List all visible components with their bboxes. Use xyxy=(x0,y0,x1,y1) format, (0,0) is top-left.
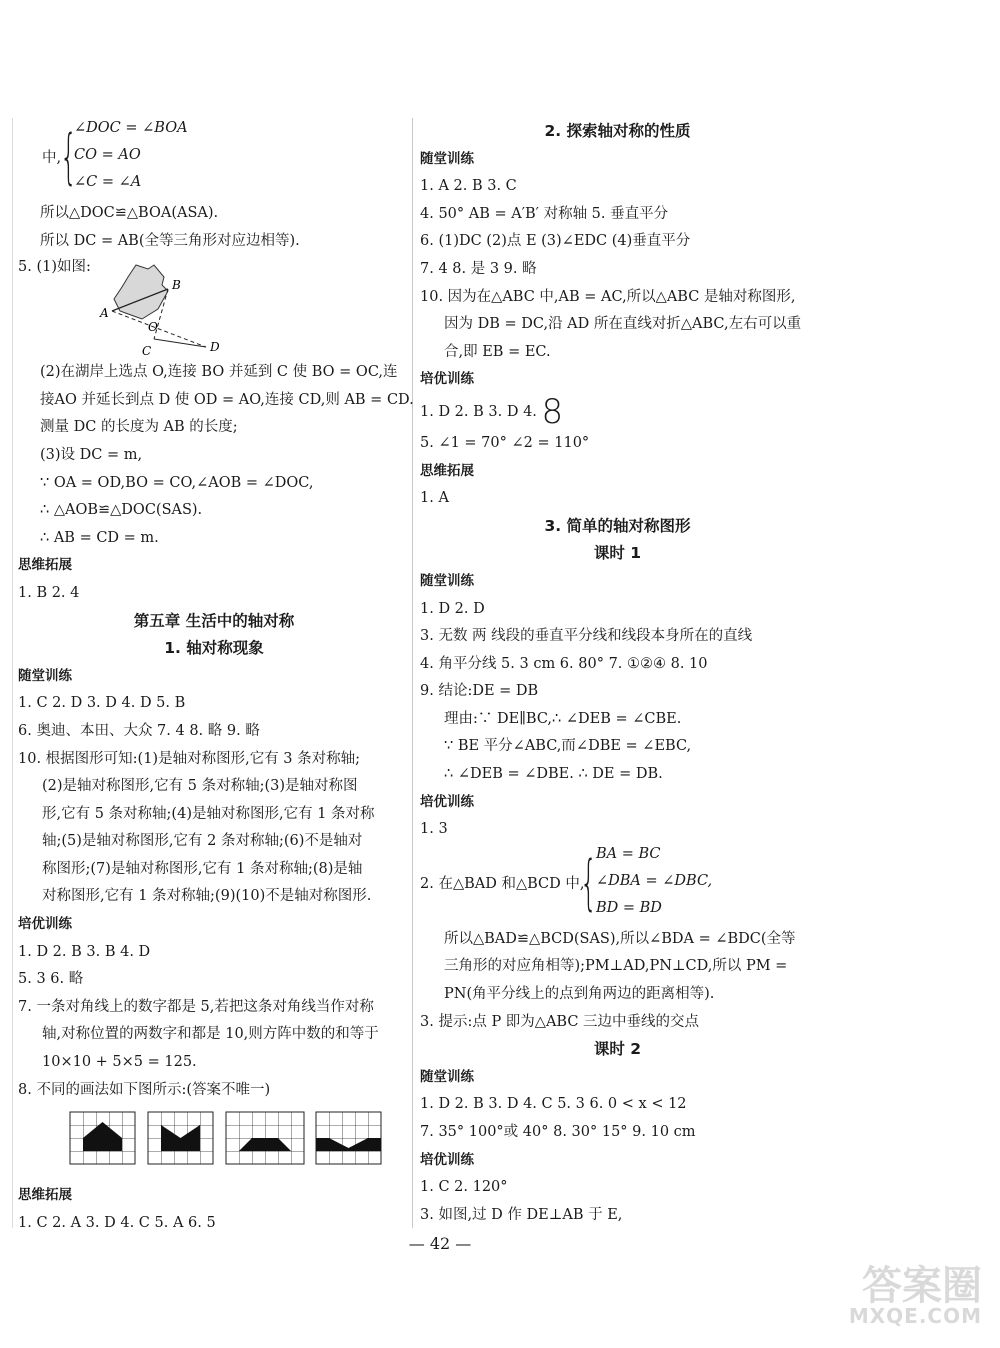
text-line: 所以 DC = AB(全等三角形对应边相等). xyxy=(40,232,300,249)
q4-eq-1: ∠DOC = ∠BOA xyxy=(74,120,188,136)
watermark-url: MXQE.COM xyxy=(848,1304,982,1328)
answer-line: 1. D 2. B 3. B 4. D xyxy=(18,943,151,960)
text-line: ∴ AB = CD = m. xyxy=(40,529,159,546)
text-line: ∵ BE 平分∠ABC,而∠DBE = ∠EBC, xyxy=(444,738,692,755)
answer-line: 10. 因为在△ABC 中,AB = AC,所以△ABC 是轴对称图形, xyxy=(420,288,796,305)
answer-line: 4. 角平分线 5. 3 cm 6. 80° 7. ①②④ 8. 10 xyxy=(420,655,708,672)
fig-label-b: B xyxy=(172,278,181,293)
brace-icon: { xyxy=(60,122,78,192)
grid-3 xyxy=(226,1112,304,1164)
answer-line: 6. (1)DC (2)点 E (3)∠EDC (4)垂直平分 xyxy=(420,233,691,250)
grid-4 xyxy=(316,1112,381,1164)
section-heading: 随堂训练 xyxy=(420,150,474,167)
answer-line: 1. C 2. D 3. D 4. D 5. B xyxy=(18,695,186,712)
lake-triangle-figure xyxy=(98,259,248,359)
lesson-title: 课时 2 xyxy=(593,1040,642,1059)
answer-line: 8. 不同的画法如下图所示:(答案不唯一) xyxy=(18,1081,271,1098)
text-line: 合,即 EB = EC. xyxy=(444,343,551,360)
q2-eq-2: ∠DBA = ∠DBC, xyxy=(596,872,713,889)
section-heading: 培优训练 xyxy=(420,793,474,810)
answer-line: 1. A 2. B 3. C xyxy=(420,178,517,195)
q2-eq-3: BD = BD xyxy=(596,899,662,916)
text-line: 接AO 并延长到点 D 使 OD = AO,连接 CD,则 AB = CD. xyxy=(40,391,414,408)
q2-eq-1: BA = BC xyxy=(596,845,661,862)
lesson-title: 课时 1 xyxy=(593,544,642,563)
answer-line: 3. 无数 两 线段的垂直平分线和线段本身所在的直线 xyxy=(420,628,753,645)
section-heading: 思维拓展 xyxy=(420,462,474,479)
answer-line: 5. 3 6. 略 xyxy=(18,971,84,988)
page-number: — 42 — xyxy=(408,1234,472,1253)
grid-2 xyxy=(148,1112,213,1164)
section-heading: 思维拓展 xyxy=(18,1187,72,1204)
answer-line: 1. B 2. 4 xyxy=(18,584,80,601)
text-line: 称图形;(7)是轴对称图形,它有 1 条对称轴;(8)是轴 xyxy=(42,860,363,877)
section-title: 3. 简单的轴对称图形 xyxy=(544,516,691,535)
section-heading: 随堂训练 xyxy=(420,572,474,589)
section-title: 2. 探索轴对称的性质 xyxy=(544,122,691,140)
grid-1 xyxy=(70,1112,135,1164)
text-line: 所以△BAD≌△BCD(SAS),所以∠BDA = ∠BDC(全等 xyxy=(444,930,796,947)
answer-line: 5. ∠1 = 70° ∠2 = 110° xyxy=(420,434,590,451)
left-column xyxy=(18,118,414,1237)
column-divider xyxy=(412,118,413,1228)
symmetry-grids-figure xyxy=(66,1108,386,1174)
text-line: 10×10 + 5×5 = 125. xyxy=(42,1054,197,1071)
symmetry-grids-row xyxy=(18,1104,410,1182)
text-line: (2)在湖岸上选点 O,连接 BO 并延到 C 使 BO = OC,连 xyxy=(40,364,398,381)
answer-line: 1. D 2. D xyxy=(420,600,485,617)
answer-line: 7. 4 8. 是 3 9. 略 xyxy=(420,260,537,277)
answer-line: 1. A xyxy=(420,490,449,507)
text-line: ∴ △AOB≌△DOC(SAS). xyxy=(40,502,203,519)
answer-line: 1. 3 xyxy=(420,821,448,838)
answer-line: 1. C 2. A 3. D 4. C 5. A 6. 5 xyxy=(18,1214,216,1231)
fig-label-o: O xyxy=(148,320,158,335)
fig-label-a: A xyxy=(100,306,109,321)
answer-line: 3. 提示:点 P 即为△ABC 三边中垂线的交点 xyxy=(420,1013,700,1030)
q4-eq-3: ∠C = ∠A xyxy=(74,174,142,190)
fig-label-d: D xyxy=(210,340,220,355)
answer-line: 9. 结论:DE = DB xyxy=(420,683,539,700)
left-margin-rule xyxy=(12,118,13,1228)
answer-line: 10. 根据图形可知:(1)是轴对称图形,它有 3 条对称轴; xyxy=(18,750,361,767)
section-heading: 思维拓展 xyxy=(18,557,72,574)
answer-line: 1. C 2. 120° xyxy=(420,1179,508,1196)
section-heading: 培优训练 xyxy=(420,1151,474,1168)
text-line: ∵ OA = OD,BO = CO,∠AOB = ∠DOC, xyxy=(40,474,314,491)
text-line: 形,它有 5 条对称轴;(4)是轴对称图形,它有 1 条对称 xyxy=(42,805,375,822)
text-line: 理由:∵ DE∥BC,∴ ∠DEB = ∠CBE. xyxy=(444,710,682,727)
answer-line: 6. 奥迪、本田、大众 7. 4 8. 略 9. 略 xyxy=(18,722,260,739)
text-line: PN(角平分线上的点到角两边的距离相等). xyxy=(444,986,715,1003)
text-line: ∴ ∠DEB = ∠DBE. ∴ DE = DB. xyxy=(444,766,663,783)
text-line: 对称图形,它有 1 条对称轴;(9)(10)不是轴对称图形. xyxy=(42,888,372,905)
section-heading: 培优训练 xyxy=(420,371,474,388)
q4-equation-system xyxy=(18,118,410,200)
text-line: 轴;(5)是轴对称图形,它有 2 条对称轴;(6)不是轴对 xyxy=(42,833,363,850)
chapter-title: 第五章 生活中的轴对称 xyxy=(133,611,295,630)
q5-figure-row xyxy=(18,255,410,359)
answer-line: 3. 如图,过 D 作 DE⊥AB 于 E, xyxy=(420,1206,623,1223)
watermark-logo: 答案圈 xyxy=(862,1263,982,1309)
watermark xyxy=(848,1263,982,1328)
figure-eight-glyph: 8 xyxy=(541,391,564,432)
text-line: 三角形的对应角相等);PM⊥AD,PN⊥CD,所以 PM = xyxy=(444,958,788,975)
text-line: (2)是轴对称图形,它有 5 条对称轴;(3)是轴对称图 xyxy=(42,778,358,795)
text-line: 因为 DB = DC,沿 AD 所在直线对折△ABC,左右可以重 xyxy=(444,316,802,333)
q5-label: 5. (1)如图: xyxy=(18,259,91,276)
section-heading: 随堂训练 xyxy=(18,667,72,684)
text-line: 轴,对称位置的两数字和都是 10,则方阵中数的和等于 xyxy=(42,1026,379,1043)
right-column xyxy=(420,118,815,1229)
answer-line: 7. 一条对角线上的数字都是 5,若把这条对角线当作对称 xyxy=(18,998,374,1015)
fig-label-c: C xyxy=(142,344,152,359)
section-heading: 培优训练 xyxy=(18,916,72,933)
section-title: 1. 轴对称现象 xyxy=(164,639,264,658)
section-heading: 随堂训练 xyxy=(420,1068,474,1085)
answer-text: 1. D 2. B 3. D 4. xyxy=(420,403,537,420)
answer-line xyxy=(420,391,815,432)
q4-label: 中, xyxy=(42,150,62,166)
q2-equation-system xyxy=(420,844,815,926)
q4-eq-2: CO = AO xyxy=(74,147,141,163)
brace-icon: { xyxy=(580,847,598,918)
q2-label: 2. 在△BAD 和△BCD 中, xyxy=(420,875,585,892)
text-line: 所以△DOC≌△BOA(ASA). xyxy=(40,205,219,221)
answer-line: 4. 50° AB = A′B′ 对称轴 5. 垂直平分 xyxy=(420,205,669,222)
text-line: (3)设 DC = m, xyxy=(40,446,143,463)
answer-line: 1. D 2. B 3. D 4. C 5. 3 6. 0 < x < 12 xyxy=(420,1096,687,1113)
answer-line: 7. 35° 100°或 40° 8. 30° 15° 9. 10 cm xyxy=(420,1124,696,1140)
text-line: 测量 DC 的长度为 AB 的长度; xyxy=(40,419,238,436)
